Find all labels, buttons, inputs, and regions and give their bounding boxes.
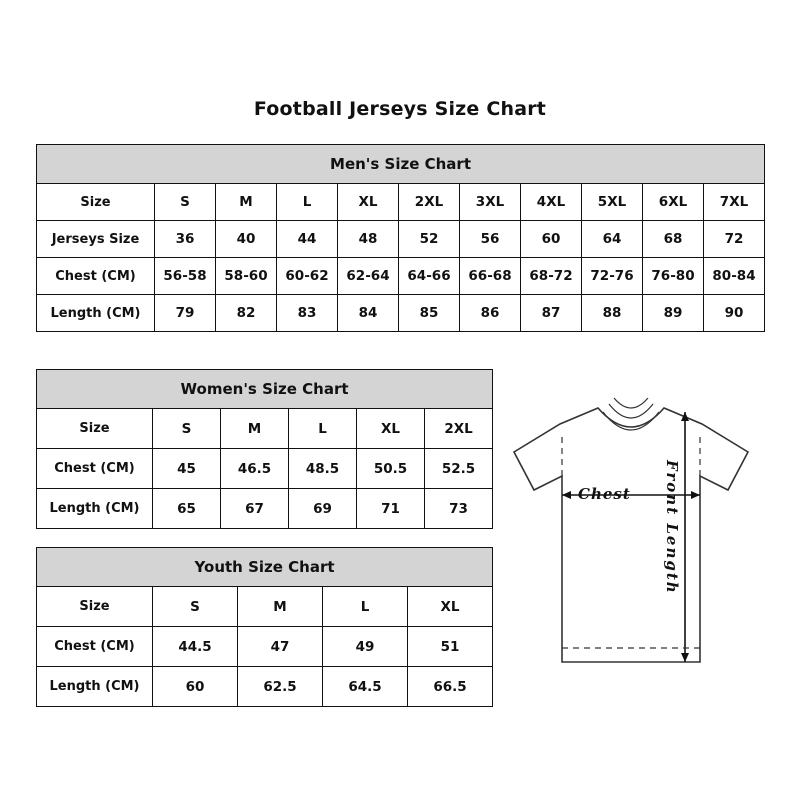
data-cell: 58-60 xyxy=(216,258,277,295)
data-cell: 51 xyxy=(408,627,493,667)
tshirt-outline xyxy=(514,408,748,662)
data-cell: 47 xyxy=(238,627,323,667)
collar-line xyxy=(609,404,653,418)
column-header-cell: Size xyxy=(37,409,153,449)
table-row xyxy=(37,667,493,707)
data-cell: 64-66 xyxy=(399,258,460,295)
data-cell: 36 xyxy=(155,221,216,258)
column-header-cell: 2XL xyxy=(425,409,493,449)
table-row xyxy=(37,221,765,258)
data-cell: 69 xyxy=(289,489,357,529)
data-cell: 88 xyxy=(582,295,643,332)
table-row xyxy=(37,409,493,449)
data-cell: 62-64 xyxy=(338,258,399,295)
collar-line xyxy=(614,398,648,408)
table-row xyxy=(37,627,493,667)
column-header-cell: Size xyxy=(37,184,155,221)
data-cell: 68-72 xyxy=(521,258,582,295)
column-header-cell: S xyxy=(153,409,221,449)
data-cell: 50.5 xyxy=(357,449,425,489)
data-cell: 52 xyxy=(399,221,460,258)
data-cell: 72 xyxy=(704,221,765,258)
data-cell: 66-68 xyxy=(460,258,521,295)
data-cell: 64 xyxy=(582,221,643,258)
womens-size-table xyxy=(36,369,493,529)
column-header-cell: S xyxy=(153,587,238,627)
data-cell: 85 xyxy=(399,295,460,332)
column-header-cell: 7XL xyxy=(704,184,765,221)
column-header-cell: 6XL xyxy=(643,184,704,221)
table-header-row xyxy=(37,370,493,409)
data-cell: 44.5 xyxy=(153,627,238,667)
data-cell: 87 xyxy=(521,295,582,332)
row-label-cell: Length (CM) xyxy=(37,489,153,529)
data-cell: 71 xyxy=(357,489,425,529)
youth-table-header: Youth Size Chart xyxy=(37,548,493,587)
data-cell: 66.5 xyxy=(408,667,493,707)
data-cell: 52.5 xyxy=(425,449,493,489)
table-row xyxy=(37,258,765,295)
row-label-cell: Jerseys Size xyxy=(37,221,155,258)
data-cell: 40 xyxy=(216,221,277,258)
table-row xyxy=(37,184,765,221)
data-cell: 84 xyxy=(338,295,399,332)
table-row xyxy=(37,295,765,332)
row-label-cell: Chest (CM) xyxy=(37,627,153,667)
row-label-cell: Chest (CM) xyxy=(37,258,155,295)
row-label-cell: Chest (CM) xyxy=(37,449,153,489)
data-cell: 79 xyxy=(155,295,216,332)
row-label-cell: Length (CM) xyxy=(37,667,153,707)
youth-size-table xyxy=(36,547,493,707)
column-header-cell: 4XL xyxy=(521,184,582,221)
data-cell: 86 xyxy=(460,295,521,332)
column-header-cell: XL xyxy=(357,409,425,449)
column-header-cell: S xyxy=(155,184,216,221)
column-header-cell: 2XL xyxy=(399,184,460,221)
table-header-row xyxy=(37,548,493,587)
column-header-cell: Size xyxy=(37,587,153,627)
column-header-cell: L xyxy=(289,409,357,449)
data-cell: 65 xyxy=(153,489,221,529)
data-cell: 60 xyxy=(521,221,582,258)
womens-table-header: Women's Size Chart xyxy=(37,370,493,409)
column-header-cell: L xyxy=(323,587,408,627)
data-cell: 62.5 xyxy=(238,667,323,707)
data-cell: 49 xyxy=(323,627,408,667)
mens-size-table xyxy=(36,144,765,332)
row-label-cell: Length (CM) xyxy=(37,295,155,332)
data-cell: 48.5 xyxy=(289,449,357,489)
data-cell: 90 xyxy=(704,295,765,332)
chest-label: Chest xyxy=(578,485,631,503)
data-cell: 67 xyxy=(221,489,289,529)
data-cell: 56 xyxy=(460,221,521,258)
data-cell: 73 xyxy=(425,489,493,529)
column-header-cell: M xyxy=(216,184,277,221)
column-header-cell: XL xyxy=(338,184,399,221)
table-header-row xyxy=(37,145,765,184)
column-header-cell: L xyxy=(277,184,338,221)
data-cell: 60 xyxy=(153,667,238,707)
data-cell: 89 xyxy=(643,295,704,332)
table-row xyxy=(37,587,493,627)
data-cell: 60-62 xyxy=(277,258,338,295)
table-row xyxy=(37,489,493,529)
data-cell: 48 xyxy=(338,221,399,258)
column-header-cell: 3XL xyxy=(460,184,521,221)
data-cell: 46.5 xyxy=(221,449,289,489)
data-cell: 82 xyxy=(216,295,277,332)
data-cell: 68 xyxy=(643,221,704,258)
data-cell: 72-76 xyxy=(582,258,643,295)
column-header-cell: M xyxy=(238,587,323,627)
page-title: Football Jerseys Size Chart xyxy=(253,98,547,120)
column-header-cell: M xyxy=(221,409,289,449)
mens-table-header: Men's Size Chart xyxy=(37,145,765,184)
data-cell: 64.5 xyxy=(323,667,408,707)
tshirt-icon xyxy=(500,390,790,690)
table-row xyxy=(37,449,493,489)
data-cell: 45 xyxy=(153,449,221,489)
data-cell: 44 xyxy=(277,221,338,258)
column-header-cell: 5XL xyxy=(582,184,643,221)
data-cell: 56-58 xyxy=(155,258,216,295)
tshirt-measurement-diagram xyxy=(500,390,790,690)
data-cell: 80-84 xyxy=(704,258,765,295)
front-length-label: Front Length xyxy=(663,460,681,595)
data-cell: 76-80 xyxy=(643,258,704,295)
column-header-cell: XL xyxy=(408,587,493,627)
data-cell: 83 xyxy=(277,295,338,332)
